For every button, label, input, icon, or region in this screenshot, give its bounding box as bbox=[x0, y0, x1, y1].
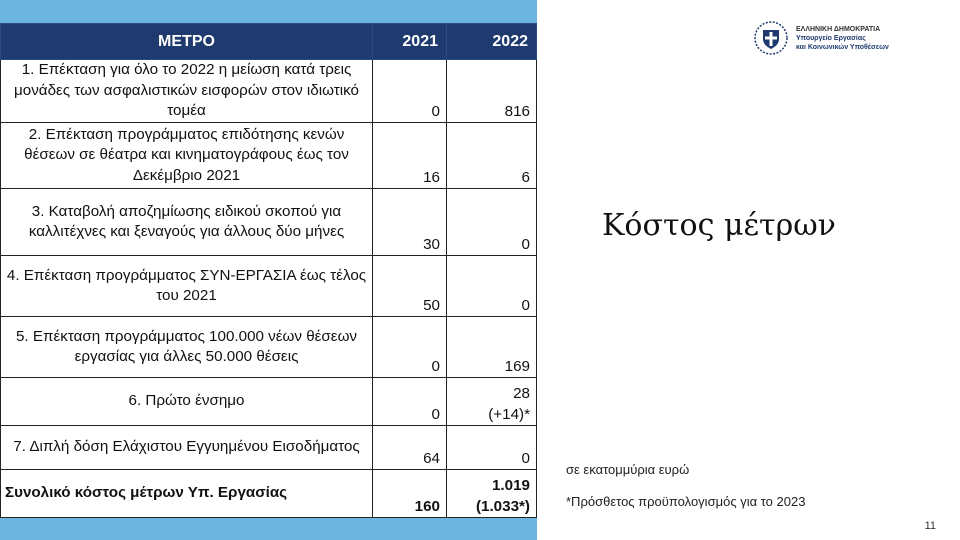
value-2022: 6 bbox=[447, 123, 537, 189]
measure-description: 6. Πρώτο ένσημο bbox=[1, 378, 373, 426]
table-row bbox=[1, 60, 537, 123]
units-note: σε εκατομμύρια ευρώ bbox=[566, 462, 690, 477]
value-2021: 16 bbox=[373, 123, 447, 189]
value-2022: 0 bbox=[447, 426, 537, 470]
table-header-row bbox=[1, 24, 537, 60]
measures-cost-table bbox=[0, 23, 537, 518]
value-2022: 28 bbox=[513, 385, 530, 402]
table-row bbox=[1, 378, 537, 426]
page-number: 11 bbox=[924, 520, 936, 532]
table-row bbox=[1, 426, 537, 470]
value-2022: 816 bbox=[447, 60, 537, 123]
value-2021: 30 bbox=[373, 189, 447, 256]
ministry-logo bbox=[754, 21, 889, 55]
table-row bbox=[1, 189, 537, 256]
value-2022-cell bbox=[447, 378, 537, 426]
logo-line-2: Υπουργείο Εργασίας bbox=[796, 34, 866, 42]
value-2022-additional: (+14)* bbox=[488, 405, 530, 423]
total-2021: 160 bbox=[373, 470, 447, 518]
measure-description: 7. Διπλή δόση Ελάχιστου Εγγυημένου Εισοδήματος bbox=[1, 426, 373, 470]
value-2021: 0 bbox=[373, 60, 447, 123]
total-description: Συνολικό κόστος μέτρων Υπ. Εργασίας bbox=[1, 470, 373, 518]
budget-footnote: *Πρόσθετος προϋπολογισμός για το 2023 bbox=[566, 494, 806, 509]
header-2022: 2022 bbox=[447, 24, 537, 60]
table-row bbox=[1, 256, 537, 317]
value-2021: 0 bbox=[373, 378, 447, 426]
total-2022: 1.019 bbox=[491, 477, 530, 494]
logo-text bbox=[796, 25, 889, 52]
slide-title: Κόστος μέτρων bbox=[602, 208, 836, 243]
total-2022-cell bbox=[447, 470, 537, 518]
table-row bbox=[1, 317, 537, 378]
logo-line-3: και Κοινωνικών Υποθέσεων bbox=[796, 43, 889, 51]
table-row bbox=[1, 123, 537, 189]
measure-description: 5. Επέκταση προγράμματος 100.000 νέων θέσεων εργασίας για άλλες 50.000 θέσεις bbox=[1, 317, 373, 378]
table-total-row bbox=[1, 470, 537, 518]
header-measure: ΜΕΤΡΟ bbox=[1, 24, 373, 60]
logo-line-1: ΕΛΛΗΝΙΚΗ ΔΗΜΟΚΡΑΤΙΑ bbox=[796, 25, 881, 33]
measure-description: 4. Επέκταση προγράμματος ΣΥΝ-ΕΡΓΑΣΙΑ έως τέλος του 2021 bbox=[1, 256, 373, 317]
value-2022: 169 bbox=[447, 317, 537, 378]
header-2021: 2021 bbox=[373, 24, 447, 60]
total-2022-additional: (1.033*) bbox=[475, 497, 530, 515]
value-2021: 0 bbox=[373, 317, 447, 378]
coat-of-arms-icon bbox=[754, 21, 788, 55]
value-2021: 50 bbox=[373, 256, 447, 317]
value-2021: 64 bbox=[373, 426, 447, 470]
measure-description: 1. Επέκταση για όλο το 2022 η μείωση κατά τρεις μονάδες των ασφαλιστικών εισφορών στον ιδιωτικό τομέα bbox=[1, 60, 373, 123]
value-2022: 0 bbox=[447, 256, 537, 317]
measure-description: 2. Επέκταση προγράμματος επιδότησης κενών θέσεων σε θέατρα και κινηματογράφους έως τον Δεκέμβριο 2021 bbox=[1, 123, 373, 189]
measure-description: 3. Καταβολή αποζημίωσης ειδικού σκοπού για καλλιτέχνες και ξεναγούς για άλλους δύο μήνες bbox=[1, 189, 373, 256]
value-2022: 0 bbox=[447, 189, 537, 256]
